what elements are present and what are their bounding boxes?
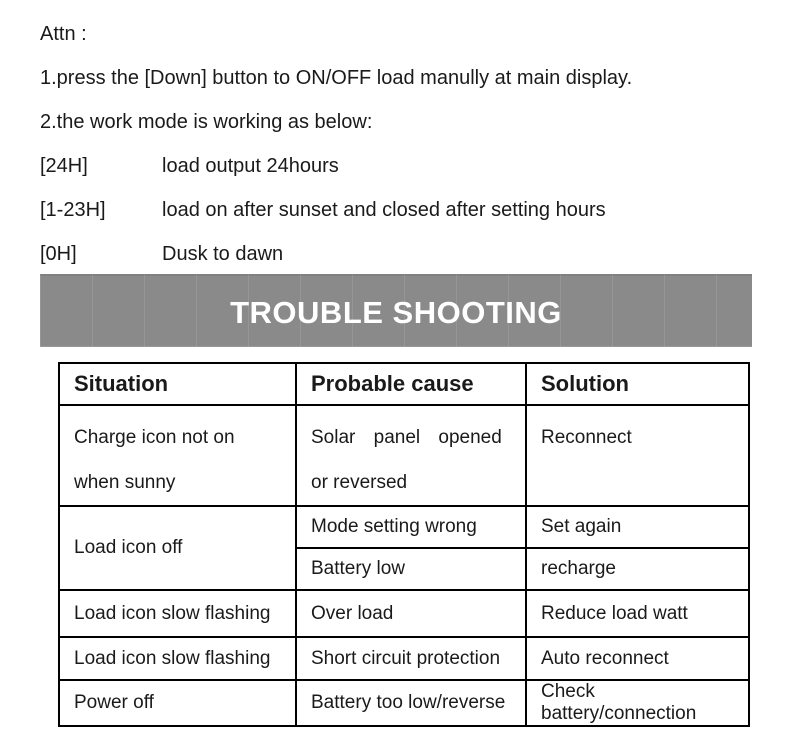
cell-solution: Auto reconnect <box>526 637 749 680</box>
work-mode-key: [1-23H] <box>40 198 106 221</box>
cell-solution: Set again <box>526 506 749 548</box>
cell-situation: Load icon off <box>59 506 296 590</box>
cell-solution: recharge <box>526 548 749 590</box>
cell-probable-cause: Battery too low/reverse <box>296 680 526 726</box>
cell-solution: Reduce load watt <box>526 590 749 637</box>
cell-probable-cause <box>296 405 526 506</box>
table-row-overload <box>59 590 749 637</box>
troubleshooting-banner <box>40 274 752 347</box>
troubleshooting-table <box>58 362 750 727</box>
header-probable-cause: Probable cause <box>296 363 526 405</box>
header-situation: Situation <box>59 363 296 405</box>
cause-line-2: or reversed <box>311 472 408 493</box>
work-mode-key: [24H] <box>40 154 88 177</box>
work-mode-row-1-23h <box>40 188 760 232</box>
work-mode-key: [0H] <box>40 242 77 265</box>
attn-heading: Attn : <box>40 22 87 45</box>
cell-situation <box>59 405 296 506</box>
cell-situation: Load icon slow flashing <box>59 637 296 680</box>
table-row-charge-icon <box>59 405 749 506</box>
cause-line-1: Solar panel opened <box>311 427 502 448</box>
work-mode-row-0h <box>40 232 760 276</box>
table-header-row <box>59 363 749 405</box>
situation-line-2: when sunny <box>74 472 176 493</box>
work-mode-desc: load output 24hours <box>162 154 339 177</box>
intro-section <box>40 12 760 276</box>
situation-line-1: Charge icon not on <box>74 427 235 448</box>
work-mode-row-24h <box>40 144 760 188</box>
cell-solution: Check battery/connection <box>526 680 749 726</box>
header-solution: Solution <box>526 363 749 405</box>
cell-probable-cause: Over load <box>296 590 526 637</box>
work-mode-desc: load on after sunset and closed after setting hours <box>162 198 606 221</box>
instruction-line-1: 1.press the [Down] button to ON/OFF load manully at main display. <box>40 66 633 89</box>
cell-probable-cause: Short circuit protection <box>296 637 526 680</box>
cell-probable-cause: Battery low <box>296 548 526 590</box>
cell-situation: Power off <box>59 680 296 726</box>
table-row-power-off <box>59 680 749 726</box>
table-row-load-icon-off-1 <box>59 506 749 548</box>
cell-situation: Load icon slow flashing <box>59 590 296 637</box>
instruction-line-2: 2.the work mode is working as below: <box>40 110 373 133</box>
cell-solution: Reconnect <box>526 405 749 506</box>
work-mode-desc: Dusk to dawn <box>162 242 284 265</box>
table-row-short-circuit <box>59 637 749 680</box>
cell-probable-cause: Mode setting wrong <box>296 506 526 548</box>
banner-title: TROUBLE SHOOTING <box>230 294 562 330</box>
